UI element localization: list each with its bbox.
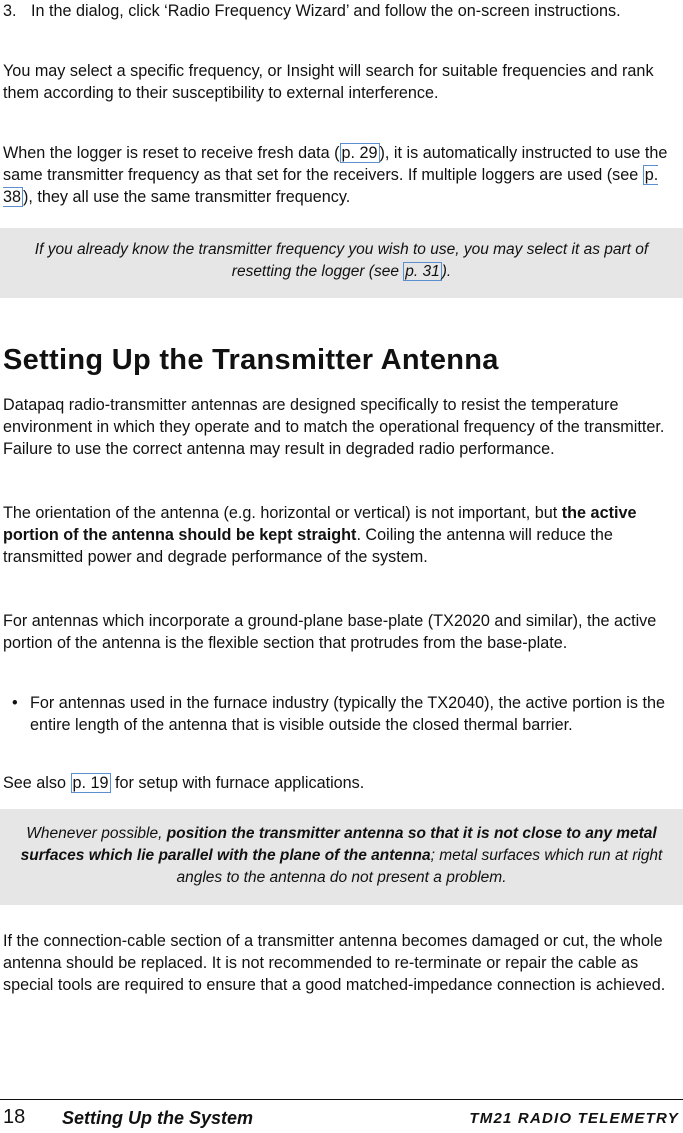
page-link-38[interactable]: p. 38 (3, 166, 659, 206)
text-run: See also (3, 774, 71, 792)
footer-section-title: Setting Up the System (62, 1108, 254, 1128)
step-text: In the dialog, click ‘Radio Frequency Wizard’ and follow the on-screen instructions. (31, 2, 621, 20)
page-link-31[interactable]: p. 31 (405, 263, 440, 280)
note-box-metal-surfaces (0, 809, 683, 905)
note-text: If you already know the transmitter frequency you wish to use, you may select it as part of resetting the logger (see (34, 241, 649, 280)
paragraph-ground-plane: For antennas which incorporate a ground-plane base-plate (TX2020 and similar), the active portion of the antenna is the flexible section that protrudes from the base-plate. (3, 612, 657, 652)
paragraph-logger-reset (3, 142, 681, 208)
text-run: ), it is automatically instructed to use the same transmitter frequency as that set for the receivers. If multiple loggers are used (see (3, 144, 668, 184)
text-run: for setup with furnace applications. (110, 774, 365, 792)
note-text: ; metal surfaces which run at right angles to the antenna do not present a problem. (176, 847, 663, 886)
paragraph-antenna-orientation (3, 502, 681, 568)
bullet-item-furnace (12, 692, 677, 736)
bold-emphasis: position the transmitter antenna so that it is not close to any metal surfaces which lie parallel with the plane of the antenna (20, 825, 657, 864)
paragraph-see-also (3, 772, 681, 794)
page-number: 18 (3, 1106, 26, 1128)
bullet-dot: • (12, 694, 18, 712)
footer-product-name: TM21 RADIO TELEMETRY (469, 1110, 679, 1127)
note-text: Whenever possible, (26, 825, 167, 842)
text-run: ), they all use the same transmitter frequency. (23, 188, 351, 206)
page-link-29[interactable]: p. 29 (341, 144, 378, 162)
note-box-frequency (0, 228, 683, 298)
text-run: . Coiling the antenna will reduce the transmitted power and degrade performance of the system. (3, 526, 613, 566)
bold-emphasis: the active portion of the antenna should be kept straight (3, 504, 637, 544)
footer-divider (0, 1099, 683, 1100)
paragraph-frequency-selection: You may select a specific frequency, or Insight will search for suitable frequencies and rank them according to their susceptibility to external interference. (3, 62, 654, 102)
section-heading: Setting Up the Transmitter Antenna (3, 344, 499, 376)
page-link-19[interactable]: p. 19 (72, 774, 109, 792)
text-run: When the logger is reset to receive fresh data ( (3, 144, 340, 162)
step-number: 3. (3, 2, 17, 20)
paragraph-antenna-design: Datapaq radio-transmitter antennas are designed specifically to resist the temperature environment in which they operate and to match the operational frequency of the transmitter. Failure to use the correct antenna may result in degraded radio performance. (3, 396, 665, 458)
bullet-text: For antennas used in the furnace industry (typically the TX2040), the active portion is the entire length of the antenna that is visible outside the closed thermal barrier. (30, 694, 665, 734)
text-run: The orientation of the antenna (e.g. horizontal or vertical) is not important, but (3, 504, 562, 522)
note-text: ). (441, 263, 452, 280)
step-3 (3, 0, 678, 22)
paragraph-cable-damage: If the connection-cable section of a transmitter antenna becomes damaged or cut, the whole antenna should be replaced. It is not recommended to re-terminate or repair the cable as special tools are required to ensure that a good matched-impedance connection is achieved. (3, 932, 666, 994)
